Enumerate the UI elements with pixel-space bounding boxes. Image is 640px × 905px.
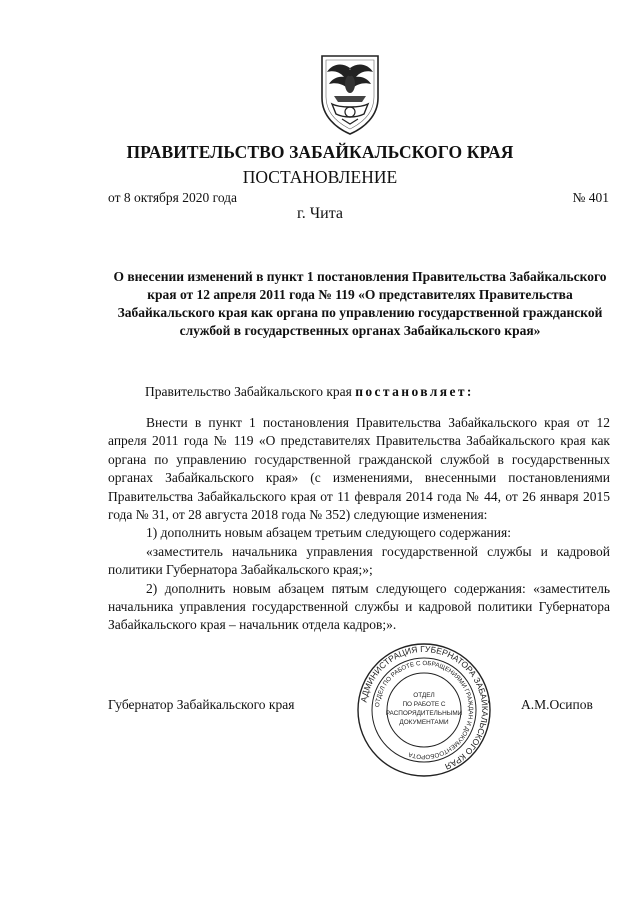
document-city: г. Чита — [296, 205, 343, 222]
stamp-center-line: РАСПОРЯДИТЕЛЬНЫМИ — [385, 710, 463, 717]
document-date: от 8 октября 2020 года — [108, 190, 238, 205]
document-body — [108, 414, 610, 635]
stamp-center-line: ПО РАБОТЕ С — [402, 701, 446, 708]
resolution-intro — [145, 384, 474, 400]
body-paragraph: 2) дополнить новым абзацем пятым следующего содержания: «заместитель начальника управления государственной службы и кадровой политики Губернатора Забайкальского края – начальник отдела кадров;». — [108, 580, 610, 633]
document-number: № 401 — [572, 190, 609, 205]
stamp-center-line: ОТДЕЛ — [413, 692, 435, 699]
stamp-outer-text: АДМИНИСТРАЦИЯ ГУБЕРНАТОРА ЗАБАЙКАЛЬСКОГО КРАЯ — [358, 643, 491, 772]
body-paragraph: 1) дополнить новым абзацем третьим следующего содержания: — [146, 525, 511, 541]
body-paragraph: Внести в пункт 1 постановления Правительства Забайкальского края от 12 апреля 2011 года № 119 «О представителях Правительства Забайкальского края как органа по управлению государственной гражданской службой в государственных органах Забайкальского края» (с изменениями, внесенными постановлениями Правительства Забайкальского края от 11 февраля 2014 года № 44, от 26 января 2015 года № 31, от 28 августа 2018 года № 352) следующие изменения: — [108, 415, 610, 523]
official-stamp — [355, 641, 493, 779]
document-type: ПОСТАНОВЛЕНИЕ — [242, 167, 398, 187]
signatory-position: Губернатор Забайкальского края — [108, 697, 295, 712]
document-subject: О внесении изменений в пункт 1 постановления Правительства Забайкальского края от 12 апреля 2011 года № 119 «О представителях Правительства Забайкальского края как органа по управлению государственной гражданской службой в государственных органах Забайкальского края» — [113, 269, 607, 338]
intro-prefix: Правительство Забайкальского края — [145, 384, 356, 399]
coat-of-arms-icon — [316, 52, 384, 136]
stamp-center-line: ДОКУМЕНТАМИ — [399, 719, 449, 726]
body-paragraph: «заместитель начальника управления государственной службы и кадровой политики Губернатора Забайкальского края;»; — [108, 543, 610, 578]
government-title: ПРАВИТЕЛЬСТВО ЗАБАЙКАЛЬСКОГО КРАЯ — [126, 142, 514, 162]
stamp-middle-text: ОТДЕЛ ПО РАБОТЕ С ОБРАЩЕНИЯМИ ГРАЖДАН И ДОКУМЕНТООБОРОТА — [374, 659, 475, 761]
signatory-name: А.М.Осипов — [521, 697, 593, 712]
intro-keyword: постановляет: — [355, 384, 474, 399]
